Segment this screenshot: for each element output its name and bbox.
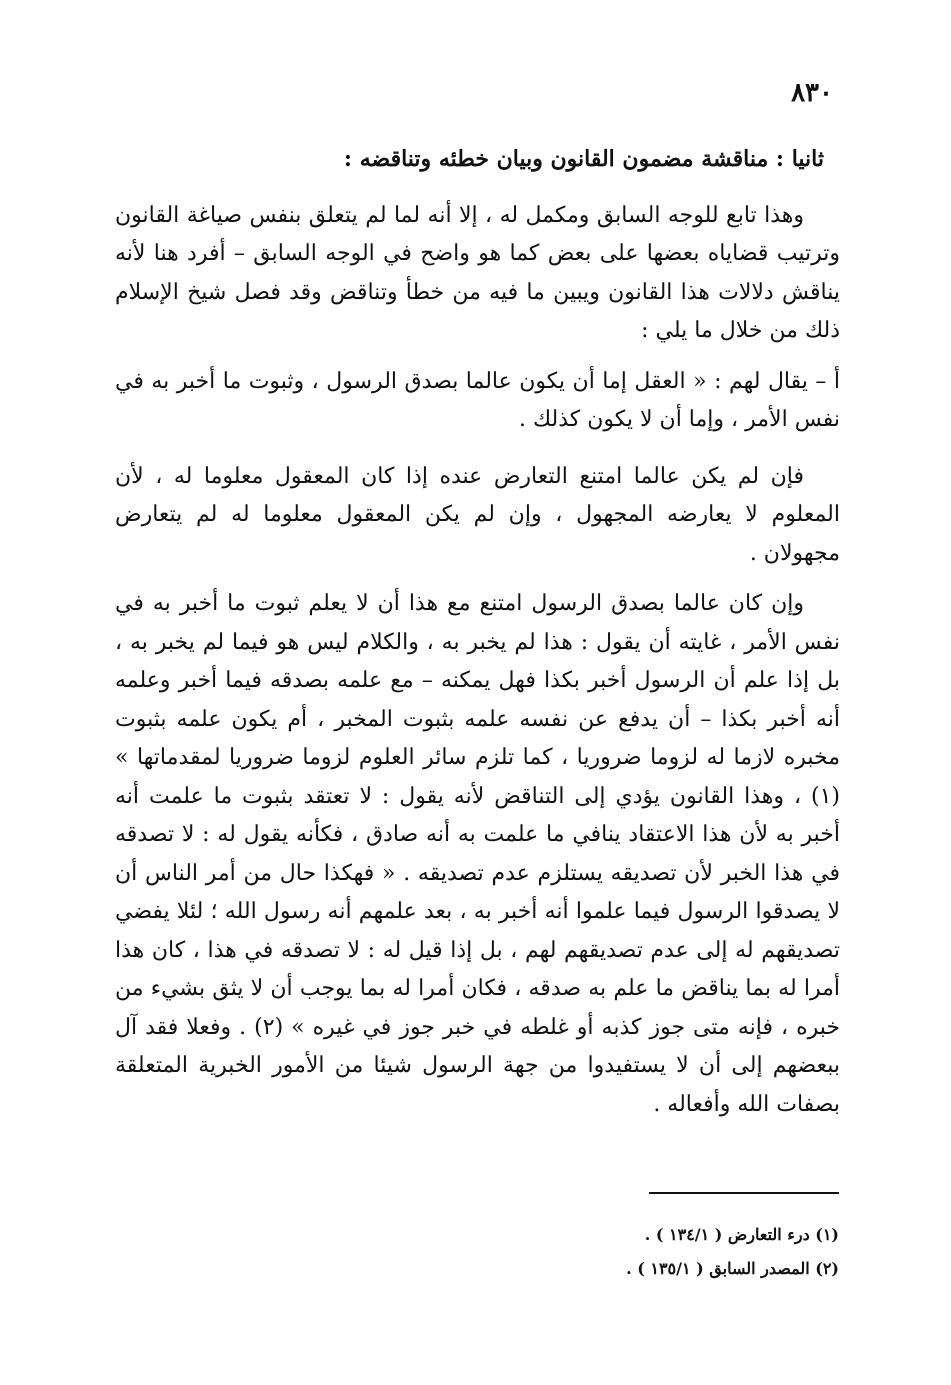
section-heading: ثانيا : مناقشة مضمون القانون وبيان خطئه وتناقضه : <box>343 146 824 172</box>
footnote-1: (١) درء التعارض ( ١٣٤/١ ) . <box>644 1225 839 1244</box>
paragraph-not-knowing: فإن لم يكن عالما امتنع التعارض عنده إذا كان المعقول معلوما له ، لأن المعلوم لا يعارضه المجهول ، وإن لم يكن المعقول معلوما له لم يتعارض مجهولان . <box>115 463 840 566</box>
footnotes <box>339 1218 839 1286</box>
page-number: ٨٣٠ <box>791 78 833 108</box>
footnote-2: (٢) المصدر السابق ( ١٣٥/١ ) . <box>626 1259 839 1278</box>
paragraph-intro: وهذا تابع للوجه السابق ومكمل له ، إلا أنه لما لم يتعلق بنفس صياغة القانون وترتيب قضاياه بعضها على بعض كما هو واضح في الوجه السابق – أفرد هنا لأنه يناقش دلالات هذا القانون ويبين ما فيه من خطأ وتناقض وقد فصل شيخ الإسلام ذلك من خلال ما يلي : <box>115 202 840 343</box>
footnote-separator <box>649 1192 839 1194</box>
paragraph-point-a: أ – يقال لهم : « العقل إما أن يكون عالما بصدق الرسول ، وثبوت ما أخبر به في نفس الأمر ، وإما أن لا يكون كذلك . <box>115 368 840 432</box>
paragraph-knowing: وإن كان عالما بصدق الرسول امتنع مع هذا أن لا يعلم ثبوت ما أخبر به في نفس الأمر ، غايته أن يقول : هذا لم يخبر به ، والكلام ليس هو فيما لم يخبر به ، بل إذا علم أن الرسول أخبر بكذا فهل يمكنه – مع علمه بصدقه فيما أخبر وعلمه أنه أخبر بكذا – أن يدفع عن نفسه علمه بثبوت المخبر ، أم يكون علمه بثبوت مخبره لازما له لزوما ضروريا ، كما تلزم سائر العلوم لزوما ضروريا لمقدماتها » (١) ، وهذا القانون يؤدي إلى التناقض لأنه يقول : لا تعتقد بثبوت ما علمت أنه أخبر به لأن هذا الاعتقاد ينافي ما علمت به أنه صادق ، فكأنه يقول له : لا تصدقه في هذا الخبر لأن تصديقه يستلزم عدم تصديقه . « فهكذا حال من أمر الناس أن لا يصدقوا الرسول فيما علموا أنه أخبر به ، بعد علمهم أنه رسول الله ؛ لئلا يفضي تصديقهم له إلى عدم تصديقهم لهم ، بل إذا قيل له : لا تصدقه في هذا ، كان هذا أمرا له بما يناقض ما علم به صدقه ، فكان أمرا له بما يوجب أن لا يثق بشيء من خبره ، فإنه متى جوز كذبه أو غلطه في خبر جوز في غيره » (٢) . وفعلا فقد آل ببعضهم إلى أن لا يستفيدوا من جهة الرسول شيئا من الأمور الخبرية المتعلقة بصفات الله وأفعاله . <box>115 591 840 1117</box>
main-text <box>115 140 840 1136</box>
